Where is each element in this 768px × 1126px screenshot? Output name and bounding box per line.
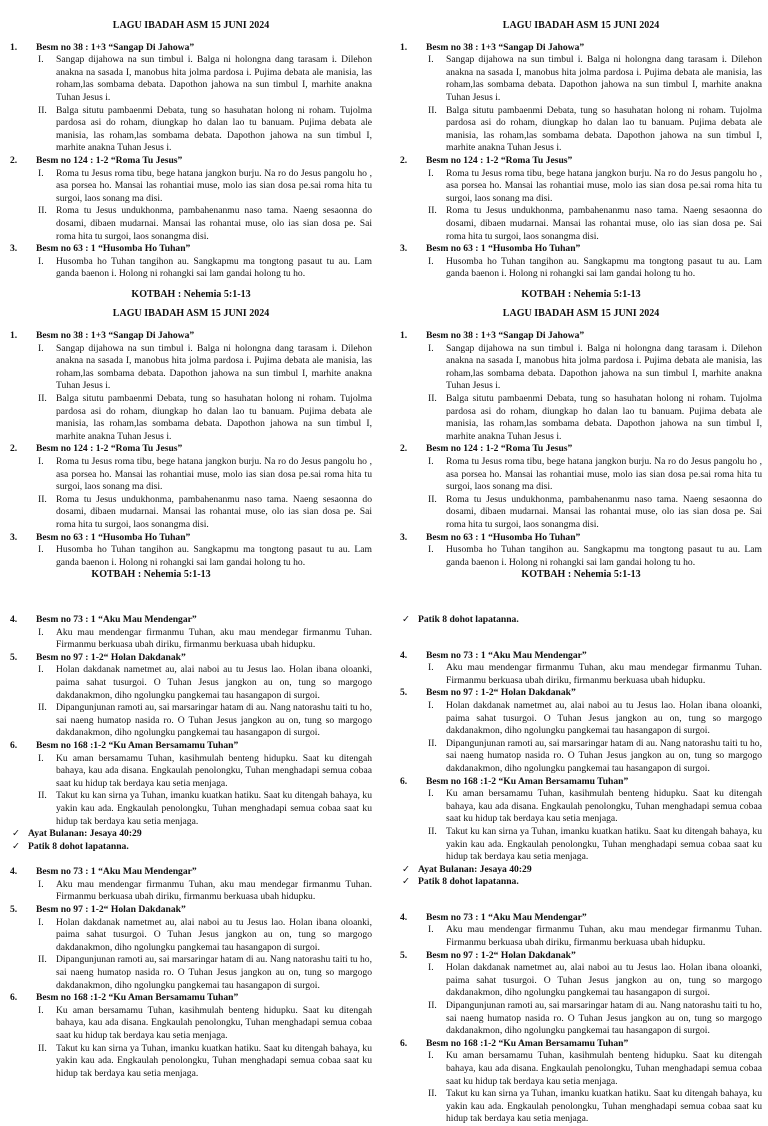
- check-label: Patik 8 dohot lapatanna.: [418, 876, 519, 888]
- verse-item: [426, 1050, 762, 1088]
- check-label: Patik 8 dohot lapatanna.: [28, 840, 129, 852]
- songs-group-b: [400, 650, 762, 864]
- song-heading: Besm no 63 : 1 “Husomba Ho Tuhan”: [36, 531, 191, 543]
- verse-text: Husomba ho Tuhan tangihon au. Sangkapmu ma tongtong pasaut tu au. Lam ganda baenon i. Holong ni rohangki sai lam gandai holong tu ho.: [446, 255, 762, 280]
- song-item: [10, 992, 372, 1080]
- verse-number: I.: [38, 664, 44, 676]
- verse-text: Holan dakdanak nametmet au, alai naboi au tu Jesus lao. Holan ibana oloanki, paima sahat tusurgoi. O Tuhan Jesus jangkon au on, tung so margogo dakdanakmon, diho ngolungku pangkemai tau hasangapon di surgoi.: [446, 699, 762, 737]
- song-heading: Besm no 168 :1-2 “Ku Aman Bersamamu Tuhan”: [426, 775, 629, 787]
- song-item: [400, 950, 762, 1038]
- song-heading: Besm no 73 : 1 “Aku Mau Mendengar”: [36, 866, 197, 878]
- song-item: [400, 912, 762, 950]
- verse-item: [426, 738, 762, 776]
- verse-item: [426, 54, 762, 104]
- verse-text: Holan dakdanak nametmet au, alai naboi au tu Jesus lao. Holan ibana oloanki, paima sahat tusurgoi. O Tuhan Jesus jangkon au on, tung so margogo dakdanakmon, diho ngolungku pangkemai tau hasangapon di surgoi.: [446, 962, 762, 999]
- verse-number: II.: [38, 493, 47, 505]
- song-heading: Besm no 73 : 1 “Aku Mau Mendengar”: [36, 614, 197, 625]
- song-heading: Besm no 124 : 1-2 “Roma Tu Jesus”: [36, 443, 183, 455]
- checkmark-icon: ✓: [402, 876, 411, 888]
- check-item: [400, 614, 762, 627]
- quadrant-top-right: [400, 20, 762, 582]
- verse-item: [426, 168, 762, 206]
- verse-number: I.: [428, 788, 434, 800]
- verse-item: [36, 168, 372, 206]
- song-number: 3.: [400, 243, 408, 255]
- song-heading: Besm no 63 : 1 “Husomba Ho Tuhan”: [426, 531, 581, 543]
- verse-text: Balga situtu pambaenmi Debata, tung so hasuhatan holong ni roham. Tujolma pardosa asi do roham, diungkap ho dalan lao tu banuam. Pujima debata ale manisia, las roham,las sombama debata. Dapothon jahowa na sun timbul I, marhite anakna Tuhan Jesus i.: [56, 104, 372, 154]
- verse-item: [426, 105, 762, 155]
- song-heading: Besm no 124 : 1-2 “Roma Tu Jesus”: [426, 443, 573, 455]
- verse-number: I.: [38, 456, 44, 467]
- song-number: 3.: [10, 531, 18, 543]
- songs-group-a: [400, 330, 762, 569]
- checklist: [400, 614, 762, 627]
- check-item: [400, 864, 762, 877]
- verse-text: Ku aman bersamamu Tuhan, kasihmulah benteng hidupku. Saat ku ditengah bahaya, kau ada disana. Engkaulah penolongku, Tuhan menghadapi semua cobaa saat ku hidup tak berdaya kau setia menjaga.: [56, 752, 372, 789]
- verse-text: Roma tu Jesus undukhonma, pambahenanmu naso tama. Naeng sesaonna do dosami, dibaen mudarnai. Mansai las rohantai muse, olo ias sian dosa pe. Sai roma hita tu surgoi, laos sonangma disi.: [446, 493, 762, 530]
- song-number: 4.: [10, 866, 18, 878]
- song-heading: Besm no 97 : 1-2“ Holan Dakdanak”: [426, 687, 576, 699]
- verse-text: Roma tu Jesus roma tibu, bege hatana jangkon burju. Na ro do Jesus pangolu ho , asa porsea ho. Mansai las rohantiai muse, molo ias sian dosa pe.sai roma hita tu surgoi, laos sonang ma disi.: [446, 167, 762, 204]
- verse-text: Takut ku kan sirna ya Tuhan, imanku kuatkan hatiku. Saat ku ditengah bahaya, ku yakin kau ada. Engkaulah penolongku, Tuhan menghadapi semua cobaa saat ku hidup tak berdaya kau setia menjaga.: [56, 790, 372, 827]
- verse-text: Sangap dijahowa na sun timbul i. Balga ni holongna dang tarasam i. Dilehon anakna na sasada I, manobus hita jolma pardosa i. Pujima debata ale manisia, las roham,las sombama debata. Dapothon jahowa na sun timbul I, marhite anakna Tuhan Jesus i.: [56, 54, 372, 103]
- songs-group-a: [400, 42, 762, 281]
- song-number: 5.: [400, 949, 408, 961]
- verse-item: [426, 924, 762, 949]
- verse-number: I.: [428, 962, 434, 974]
- song-heading: Besm no 168 :1-2 “Ku Aman Bersamamu Tuhan”: [426, 1037, 629, 1049]
- verse-item: [426, 826, 762, 864]
- verse-number: II.: [38, 790, 47, 802]
- verse-text: Aku mau mendengar firmanmu Tuhan, aku mau mendegar firmanmu Tuhan. Firmanmu berkuasa ubah diriku, firmanmu berkuasa ubah hidupku.: [56, 626, 372, 651]
- song-number: 2.: [400, 443, 408, 455]
- verse-item: [36, 917, 372, 955]
- verse-number: I.: [38, 878, 44, 890]
- song-heading: Besm no 97 : 1-2“ Holan Dakdanak”: [426, 949, 576, 961]
- verse-number: II.: [38, 954, 47, 966]
- verse-number: I.: [428, 699, 434, 711]
- check-label: Ayat Bulanan: Jesaya 40:29: [28, 828, 142, 840]
- verse-item: [36, 753, 372, 791]
- verse-item: [426, 256, 762, 281]
- verse-number: II.: [428, 737, 437, 749]
- song-item: [10, 443, 372, 531]
- verse-item: [36, 54, 372, 104]
- song-number: 2.: [10, 443, 18, 455]
- song-number: 6.: [400, 1037, 408, 1049]
- verse-number: II.: [428, 825, 437, 837]
- verse-item: [36, 954, 372, 992]
- verse-text: Ku aman bersamamu Tuhan, kasihmulah benteng hidupku. Saat ku ditengah bahaya, kau ada disana. Engkaulah penolongku, Tuhan menghadapi semua cobaa saat ku hidup tak berdaya kau setia menjaga.: [56, 1004, 372, 1041]
- verse-number: I.: [38, 342, 44, 354]
- song-item: [400, 687, 762, 775]
- song-heading: Besm no 63 : 1 “Husomba Ho Tuhan”: [36, 243, 191, 255]
- song-heading: Besm no 38 : 1+3 “Sangap Di Jahowa”: [426, 330, 585, 342]
- song-item: [10, 866, 372, 904]
- song-number: 4.: [400, 649, 408, 661]
- song-number: 1.: [10, 41, 18, 53]
- song-heading: Besm no 63 : 1 “Husomba Ho Tuhan”: [426, 243, 581, 255]
- song-heading: Besm no 124 : 1-2 “Roma Tu Jesus”: [426, 154, 573, 166]
- verse-text: Roma tu Jesus undukhonma, pambahenanmu naso tama. Naeng sesaonna do dosami, dibaen mudarnai. Mansai las rohantai muse, olo ias sian dosa pe. Sai roma hita tu surgoi, laos sonangma disi.: [56, 205, 372, 242]
- checkmark-icon: ✓: [12, 840, 21, 852]
- quadrant-bottom-right: [400, 614, 762, 1126]
- verse-item: [36, 1043, 372, 1081]
- song-number: 6.: [400, 775, 408, 787]
- verse-number: II.: [38, 205, 47, 217]
- verse-item: [426, 343, 762, 393]
- kotbah-line: KOTBAH : Nehemia 5:1-13: [521, 288, 641, 300]
- verse-text: Roma tu Jesus roma tibu, bege hatana jangkon burju. Na ro do Jesus pangolu ho , asa porsea ho. Mansai las rohantiai muse, molo ias sian dosa pe.sai roma hita tu surgoi, laos sonang ma disi.: [446, 456, 762, 493]
- song-number: 6.: [10, 992, 18, 1004]
- verse-number: I.: [428, 662, 434, 674]
- verse-text: Dipangunjunan ramoti au, sai marsaringar hatam di au. Nang natorashu taiti tu ho, sai naeng humatop nasida ro. O Tuhan Jesus jangkon au on, tung so margogo dakdanakmon, diho ngolungku pangkemai tau hasangapon di surgoi.: [56, 954, 372, 991]
- check-label: Patik 8 dohot lapatanna.: [418, 614, 519, 625]
- verse-text: Dipangunjunan ramoti au, sai marsaringar hatam di au. Nang natorashu taiti tu ho, sai naeng humatop nasida ro. O Tuhan Jesus jangkon au on, tung so margogo dakdanakmon, diho ngolungku pangkemai tau hasangapon di surgoi.: [446, 1000, 762, 1037]
- verse-item: [36, 105, 372, 155]
- verse-number: I.: [38, 916, 44, 928]
- verse-item: [36, 627, 372, 652]
- song-number: 5.: [10, 904, 18, 916]
- verse-item: [36, 544, 372, 569]
- song-number: 2.: [400, 154, 408, 166]
- verse-number: I.: [428, 456, 434, 467]
- verse-text: Roma tu Jesus roma tibu, bege hatana jangkon burju. Na ro do Jesus pangolu ho , asa porsea ho. Mansai las rohantiai muse, molo ias sian dosa pe.sai roma hita tu surgoi, laos sonang ma disi.: [56, 456, 372, 493]
- verse-item: [426, 788, 762, 826]
- verse-number: I.: [428, 255, 434, 267]
- song-number: 3.: [10, 243, 18, 255]
- verse-text: Husomba ho Tuhan tangihon au. Sangkapmu ma tongtong pasaut tu au. Lam ganda baenon i. Holong ni rohangki sai lam gandai holong tu ho.: [446, 544, 762, 568]
- verse-number: I.: [38, 752, 44, 764]
- verse-number: II.: [38, 702, 47, 714]
- kotbah-line: KOTBAH : Nehemia 5:1-13: [521, 569, 641, 581]
- verse-item: [426, 544, 762, 569]
- checkmark-icon: ✓: [402, 863, 411, 875]
- verse-number: II.: [38, 104, 47, 116]
- song-item: [400, 42, 762, 155]
- song-number: 2.: [10, 154, 18, 166]
- song-number: 6.: [10, 739, 18, 751]
- verse-number: II.: [38, 1042, 47, 1054]
- verse-number: I.: [428, 924, 434, 936]
- verse-number: I.: [38, 544, 44, 556]
- verse-text: Aku mau mendengar firmanmu Tuhan, aku mau mendegar firmanmu Tuhan. Firmanmu berkuasa ubah diriku, firmanmu berkuasa ubah hidupku.: [56, 878, 372, 903]
- song-number: 1.: [10, 330, 18, 342]
- verse-number: I.: [428, 342, 434, 354]
- song-item: [400, 650, 762, 688]
- verse-number: I.: [428, 54, 434, 66]
- song-number: 5.: [400, 687, 408, 699]
- song-number: 3.: [400, 531, 408, 543]
- verse-item: [36, 456, 372, 494]
- quadrant-bottom-left: [10, 614, 372, 1080]
- check-item: [400, 876, 762, 889]
- verse-number: II.: [428, 1088, 437, 1100]
- verse-item: [36, 664, 372, 702]
- song-number: 1.: [400, 41, 408, 53]
- song-item: [10, 614, 372, 652]
- verse-number: I.: [428, 167, 434, 179]
- verse-text: Sangap dijahowa na sun timbul i. Balga ni holongna dang tarasam i. Dilehon anakna na sasada I, manobus hita jolma pardosa i. Pujima debata ale manisia, las roham,las sombama debata. Dapothon jahowa na sun timbul I, marhite anakna Tuhan Jesus i.: [446, 342, 762, 392]
- verse-text: Holan dakdanak nametmet au, alai naboi au tu Jesus lao. Holan ibana oloanki, paima sahat tusurgoi. O Tuhan Jesus jangkon au on, tung so margogo dakdanakmon, diho ngolungku pangkemai tau hasangapon di surgoi.: [56, 664, 372, 701]
- verse-item: [36, 702, 372, 740]
- verse-number: II.: [428, 1000, 437, 1012]
- verse-item: [36, 343, 372, 393]
- checkmark-icon: ✓: [12, 828, 21, 840]
- song-item: [400, 532, 762, 570]
- verse-item: [426, 494, 762, 532]
- song-number: 4.: [400, 911, 408, 923]
- verse-text: Dipangunjunan ramoti au, sai marsaringar hatam di au. Nang natorashu taiti tu ho, sai naeng humatop nasida ro. O Tuhan Jesus jangkon au on, tung so margogo dakdanakmon, diho ngolungku pangkemai tau hasangapon di surgoi.: [446, 737, 762, 774]
- verse-item: [426, 700, 762, 738]
- verse-text: Dipangunjunan ramoti au, sai marsaringar hatam di au. Nang natorashu taiti tu ho, sai naeng humatop nasida ro. O Tuhan Jesus jangkon au on, tung so margogo dakdanakmon, diho ngolungku pangkemai tau hasangapon di surgoi.: [56, 702, 372, 739]
- song-item: [10, 740, 372, 828]
- verse-text: Takut ku kan sirna ya Tuhan, imanku kuatkan hatiku. Saat ku ditengah bahaya, ku yakin kau ada. Engkaulah penolongku, Tuhan menghadapi semua cobaa saat ku hidup tak berdaya kau setia menjaga.: [56, 1042, 372, 1079]
- verse-item: [426, 205, 762, 243]
- verse-number: II.: [428, 393, 437, 405]
- verse-text: Roma tu Jesus undukhonma, pambahenanmu naso tama. Naeng sesaonna do dosami, dibaen mudarnai. Mansai las rohantai muse, olo ias sian dosa pe. Sai roma hita tu surgoi, laos sonangma disi.: [56, 493, 372, 530]
- verse-text: Sangap dijahowa na sun timbul i. Balga ni holongna dang tarasam i. Dilehon anakna na sasada I, manobus hita jolma pardosa i. Pujima debata ale manisia, las roham,las sombama debata. Dapothon jahowa na sun timbul I, marhite anakna Tuhan Jesus i.: [56, 342, 372, 392]
- verse-number: I.: [38, 167, 44, 179]
- checkmark-icon: ✓: [402, 614, 411, 625]
- song-item: [10, 42, 372, 155]
- verse-item: [36, 256, 372, 281]
- songs-group-a: [10, 42, 372, 281]
- verse-item: [36, 790, 372, 828]
- song-item: [400, 330, 762, 443]
- song-item: [10, 155, 372, 243]
- verse-item: [426, 393, 762, 443]
- verse-item: [426, 1000, 762, 1038]
- verse-item: [36, 393, 372, 443]
- verse-text: Balga situtu pambaenmi Debata, tung so hasuhatan holong ni roham. Tujolma pardosa asi do roham, diungkap ho dalan lao tu banuam. Pujima debata ale manisia, las roham,las sombama debata. Dapothon jahowa na sun timbul I, marhite anakna Tuhan Jesus i.: [446, 393, 762, 442]
- song-number: 5.: [10, 651, 18, 663]
- check-item: [10, 828, 372, 841]
- song-item: [400, 1038, 762, 1126]
- verse-number: I.: [428, 544, 434, 556]
- song-item: [10, 243, 372, 281]
- verse-item: [426, 662, 762, 687]
- verse-text: Sangap dijahowa na sun timbul i. Balga ni holongna dang tarasam i. Dilehon anakna na sasada I, manobus hita jolma pardosa i. Pujima debata ale manisia, las roham,las sombama debata. Dapothon jahowa na sun timbul I, marhite anakna Tuhan Jesus i.: [446, 54, 762, 103]
- verse-text: Ku aman bersamamu Tuhan, kasihmulah benteng hidupku. Saat ku ditengah bahaya, kau ada disana. Engkaulah penolongku, Tuhan menghadapi semua cobaa saat ku hidup tak berdaya kau setia menjaga.: [446, 1050, 762, 1087]
- page-title: LAGU IBADAH ASM 15 JUNI 2024: [112, 20, 270, 31]
- page-title: LAGU IBADAH ASM 15 JUNI 2024: [502, 308, 660, 320]
- song-heading: Besm no 168 :1-2 “Ku Aman Bersamamu Tuhan”: [36, 739, 239, 751]
- check-item: [10, 841, 372, 854]
- verse-text: Balga situtu pambaenmi Debata, tung so hasuhatan holong ni roham. Tujolma pardosa asi do roham, diungkap ho dalan lao tu banuam. Pujima debata ale manisia, las roham,las sombama debata. Dapothon jahowa na sun timbul I, marhite anakna Tuhan Jesus i.: [446, 104, 762, 154]
- verse-text: Holan dakdanak nametmet au, alai naboi au tu Jesus lao. Holan ibana oloanki, paima sahat tusurgoi. O Tuhan Jesus jangkon au on, tung so margogo dakdanakmon, diho ngolungku pangkemai tau hasangapon di surgoi.: [56, 916, 372, 953]
- verse-number: I.: [38, 54, 44, 66]
- checklist: [400, 864, 762, 889]
- verse-number: I.: [38, 1004, 44, 1016]
- verse-text: Aku mau mendengar firmanmu Tuhan, aku mau mendegar firmanmu Tuhan. Firmanmu berkuasa ubah diriku, firmanmu berkuasa ubah hidupku.: [446, 662, 762, 686]
- verse-number: II.: [428, 205, 437, 217]
- page-title: LAGU IBADAH ASM 15 JUNI 2024: [112, 308, 270, 320]
- verse-item: [36, 494, 372, 532]
- song-heading: Besm no 73 : 1 “Aku Mau Mendengar”: [426, 911, 587, 923]
- checklist: [10, 828, 372, 853]
- verse-text: Husomba ho Tuhan tangihon au. Sangkapmu ma tongtong pasaut tu au. Lam ganda baenon i. Holong ni rohangki sai lam gandai holong tu ho.: [56, 255, 372, 280]
- songs-group-a: [10, 330, 372, 569]
- songs-group-b: [10, 866, 372, 1080]
- verse-number: I.: [428, 1050, 434, 1062]
- song-item: [400, 155, 762, 243]
- verse-text: Ku aman bersamamu Tuhan, kasihmulah benteng hidupku. Saat ku ditengah bahaya, kau ada disana. Engkaulah penolongku, Tuhan menghadapi semua cobaa saat ku hidup tak berdaya kau setia menjaga.: [446, 788, 762, 825]
- kotbah-line: KOTBAH : Nehemia 5:1-13: [131, 288, 251, 300]
- verse-number: II.: [428, 493, 437, 505]
- verse-text: Husomba ho Tuhan tangihon au. Sangkapmu ma tongtong pasaut tu au. Lam ganda baenon i. Holong ni rohangki sai lam gandai holong tu ho.: [56, 544, 372, 568]
- verse-text: Takut ku kan sirna ya Tuhan, imanku kuatkan hatiku. Saat ku ditengah bahaya, ku yakin kau ada. Engkaulah penolongku, Tuhan menghadapi semua cobaa saat ku hidup tak berdaya kau setia menjaga.: [446, 825, 762, 863]
- page-title: LAGU IBADAH ASM 15 JUNI 2024: [502, 20, 660, 31]
- songs-group-b: [400, 912, 762, 1126]
- verse-number: I.: [38, 626, 44, 638]
- check-label: Ayat Bulanan: Jesaya 40:29: [418, 863, 532, 875]
- song-item: [400, 243, 762, 281]
- songs-group-b: [10, 614, 372, 828]
- song-heading: Besm no 73 : 1 “Aku Mau Mendengar”: [426, 649, 587, 661]
- song-item: [10, 904, 372, 992]
- song-heading: Besm no 97 : 1-2“ Holan Dakdanak”: [36, 651, 186, 663]
- song-heading: Besm no 97 : 1-2“ Holan Dakdanak”: [36, 904, 186, 916]
- verse-number: II.: [38, 393, 47, 405]
- song-item: [10, 532, 372, 570]
- verse-number: II.: [428, 104, 437, 116]
- song-number: 1.: [400, 330, 408, 342]
- kotbah-line: KOTBAH : Nehemia 5:1-13: [91, 569, 211, 581]
- song-heading: Besm no 168 :1-2 “Ku Aman Bersamamu Tuhan”: [36, 992, 239, 1004]
- song-heading: Besm no 38 : 1+3 “Sangap Di Jahowa”: [36, 41, 195, 53]
- song-item: [400, 443, 762, 531]
- verse-item: [426, 1088, 762, 1126]
- verse-text: Balga situtu pambaenmi Debata, tung so hasuhatan holong ni roham. Tujolma pardosa asi do roham, diungkap ho dalan lao tu banuam. Pujima debata ale manisia, las roham,las sombama debata. Dapothon jahowa na sun timbul I, marhite anakna Tuhan Jesus i.: [56, 393, 372, 442]
- song-number: 4.: [10, 614, 18, 625]
- song-item: [10, 330, 372, 443]
- verse-item: [36, 879, 372, 904]
- verse-item: [426, 456, 762, 494]
- quadrant-top-left: [10, 20, 372, 582]
- verse-item: [426, 962, 762, 1000]
- song-heading: Besm no 38 : 1+3 “Sangap Di Jahowa”: [36, 330, 195, 342]
- verse-text: Aku mau mendengar firmanmu Tuhan, aku mau mendegar firmanmu Tuhan. Firmanmu berkuasa ubah diriku, firmanmu berkuasa ubah hidupku.: [446, 924, 762, 949]
- verse-text: Takut ku kan sirna ya Tuhan, imanku kuatkan hatiku. Saat ku ditengah bahaya, ku yakin kau ada. Engkaulah penolongku, Tuhan menghadapi semua cobaa saat ku hidup tak berdaya kau setia menjaga.: [446, 1088, 762, 1125]
- song-heading: Besm no 124 : 1-2 “Roma Tu Jesus”: [36, 154, 183, 166]
- verse-text: Roma tu Jesus undukhonma, pambahenanmu naso tama. Naeng sesaonna do dosami, dibaen mudarnai. Mansai las rohantai muse, olo ias sian dosa pe. Sai roma hita tu surgoi, laos sonangma disi.: [446, 205, 762, 242]
- song-item: [10, 652, 372, 740]
- song-heading: Besm no 38 : 1+3 “Sangap Di Jahowa”: [426, 41, 585, 53]
- song-item: [400, 776, 762, 864]
- verse-number: I.: [38, 255, 44, 267]
- verse-item: [36, 205, 372, 243]
- verse-text: Roma tu Jesus roma tibu, bege hatana jangkon burju. Na ro do Jesus pangolu ho , asa porsea ho. Mansai las rohantiai muse, molo ias sian dosa pe.sai roma hita tu surgoi, laos sonang ma disi.: [56, 167, 372, 204]
